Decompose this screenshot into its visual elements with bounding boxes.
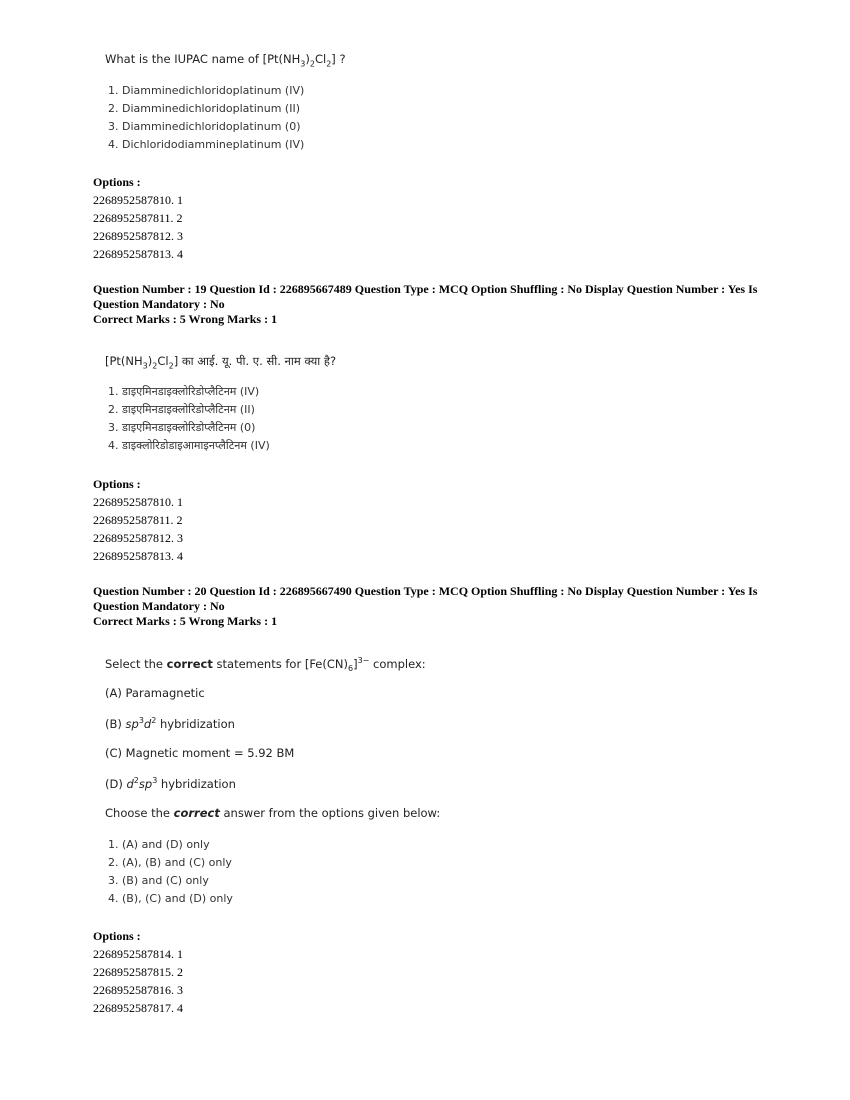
option-id: 2268952587810. 1 bbox=[93, 193, 183, 207]
option-id: 2268952587811. 2 bbox=[93, 211, 183, 225]
q18-choice: 3. Diamminedichloridoplatinum (0) bbox=[108, 120, 301, 133]
option-id: 2268952587816. 3 bbox=[93, 983, 183, 997]
option-id: 2268952587812. 3 bbox=[93, 229, 183, 243]
q20-instruction: Choose the correct answer from the options given below: bbox=[105, 806, 441, 820]
option-id: 2268952587813. 4 bbox=[93, 247, 183, 261]
q20-options bbox=[93, 927, 183, 1017]
option-id: 2268952587817. 4 bbox=[93, 1001, 183, 1015]
q20-choice: 4. (B), (C) and (D) only bbox=[108, 892, 233, 905]
option-id: 2268952587815. 2 bbox=[93, 965, 183, 979]
q18-choices bbox=[108, 82, 304, 154]
q20-header: Question Number : 20 Question Id : 226895667490 Question Type : MCQ Option Shuffling : No Display Question Number : Yes Is Question Mandatory : No Correct Marks : 5 Wrong Marks : 1 bbox=[93, 584, 758, 628]
q18-choice: 1. Diamminedichloridoplatinum (IV) bbox=[108, 84, 305, 97]
statement-a: (A) Paramagnetic bbox=[105, 686, 205, 700]
q18-options bbox=[93, 173, 183, 263]
q19-choices bbox=[108, 383, 270, 455]
q19-choice: 3. डाइएमिनडाइक्लोरिडोप्लैटिनम (0) bbox=[108, 421, 256, 434]
q20-choice: 2. (A), (B) and (C) only bbox=[108, 856, 232, 869]
option-id: 2268952587810. 1 bbox=[93, 495, 183, 509]
q18-stem: What is the IUPAC name of $[Pt(NH_3)_2Cl_2]$ ? bbox=[105, 52, 346, 69]
q19-choice: 4. डाइक्लोरिडोडाइआमाइनप्लैटिनम (IV) bbox=[108, 439, 270, 452]
options-label: Options : bbox=[93, 175, 141, 189]
q19-choice: 2. डाइएमिनडाइक्लोरिडोप्लैटिनम (II) bbox=[108, 403, 255, 416]
option-id: 2268952587813. 4 bbox=[93, 549, 183, 563]
statement-b: (B) $sp^3d^2$ hybridization bbox=[105, 716, 235, 731]
q20-choice: 1. (A) and (D) only bbox=[108, 838, 210, 851]
q18-choice: 2. Diamminedichloridoplatinum (II) bbox=[108, 102, 300, 115]
option-id: 2268952587814. 1 bbox=[93, 947, 183, 961]
q19-choice: 1. डाइएमिनडाइक्लोरिडोप्लैटिनम (IV) bbox=[108, 385, 260, 398]
q19-header: Question Number : 19 Question Id : 226895667489 Question Type : MCQ Option Shuffling : No Display Question Number : Yes Is Question Mandatory : No Correct Marks : 5 Wrong Marks : 1 bbox=[93, 282, 758, 326]
q19-options bbox=[93, 475, 183, 565]
q20-choice: 3. (B) and (C) only bbox=[108, 874, 209, 887]
option-id: 2268952587811. 2 bbox=[93, 513, 183, 527]
q19-stem: $[Pt(NH_3)_2Cl_2]$ का आई. यू. पी. ए. सी. नाम क्या है? bbox=[105, 354, 337, 371]
statement-d: (D) $d^2sp^3$ hybridization bbox=[105, 776, 236, 791]
q20-choices bbox=[108, 836, 233, 908]
statement-c: (C) Magnetic moment = 5.92 BM bbox=[105, 746, 295, 760]
options-label: Options : bbox=[93, 929, 141, 943]
options-label: Options : bbox=[93, 477, 141, 491]
option-id: 2268952587812. 3 bbox=[93, 531, 183, 545]
q18-choice: 4. Dichloridodiammineplatinum (IV) bbox=[108, 138, 305, 151]
q20-stem: Select the correct statements for $[Fe(CN)_6]^{3-}$ complex: bbox=[105, 656, 426, 674]
